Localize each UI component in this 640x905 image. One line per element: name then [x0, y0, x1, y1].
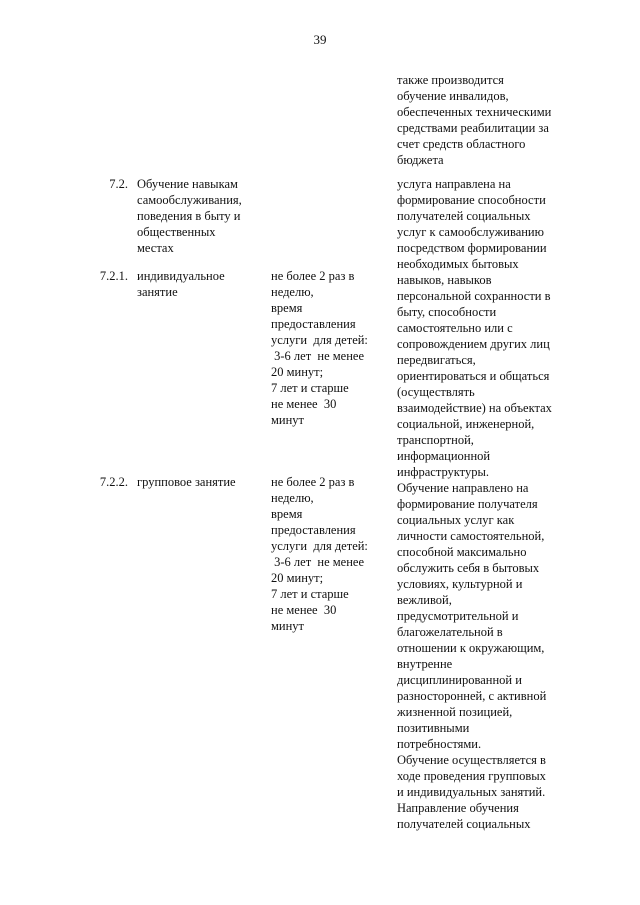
row-number-7-2-2: 7.2.2.	[99, 475, 128, 489]
service-description: услуга направлена на формирование способности получателей социальных услуг к самообслуживанию посредством формировании необходимых бытовых навыков, навыков персональной сохранности в быту, способности самостоятельно или с сопровождением других лиц передвигаться, ориентироваться и общаться (осуществлять взаимодействие) на объектах социальной, инженерной, транспортной, информационной инфраструктуры. Обучение направлено на формирование получателя социальных услуг как личности самостоятельной, способной максимально обслужить себя в бытовых условиях, культурной и вежливой, предусмотрительной и благожелательной в отношении к окружающим, внутренне дисциплинированной и разносторонней, с активной жизненной позицией, позитивными потребностями. Обучение осуществляется в ходе проведения групповых и индивидуальных занятий. Направление обучения получателей социальных	[397, 177, 552, 831]
row-title-7-2-1: индивидуальное занятие	[137, 269, 225, 299]
row-number-7-2: 7.2.	[109, 177, 128, 191]
row-conditions-7-2-2: не более 2 раз в неделю, время предоставления услуги для детей: 3-6 лет не менее 20 минут; 7 лет и старше не менее 30 минут	[271, 475, 368, 633]
row-number-7-2-1: 7.2.1.	[99, 269, 128, 283]
page-number: 39	[313, 32, 327, 47]
row-title-7-2-2: групповое занятие	[137, 475, 236, 489]
description-continued: также производится обучение инвалидов, обеспеченных техническими средствами реабилитации за счет средств областного бюджета	[397, 73, 552, 167]
row-title-7-2: Обучение навыкам самообслуживания, поведения в быту и общественных местах	[137, 177, 242, 255]
row-conditions-7-2-1: не более 2 раз в неделю, время предоставления услуги для детей: 3-6 лет не менее 20 минут; 7 лет и старше не менее 30 минут	[271, 269, 368, 427]
